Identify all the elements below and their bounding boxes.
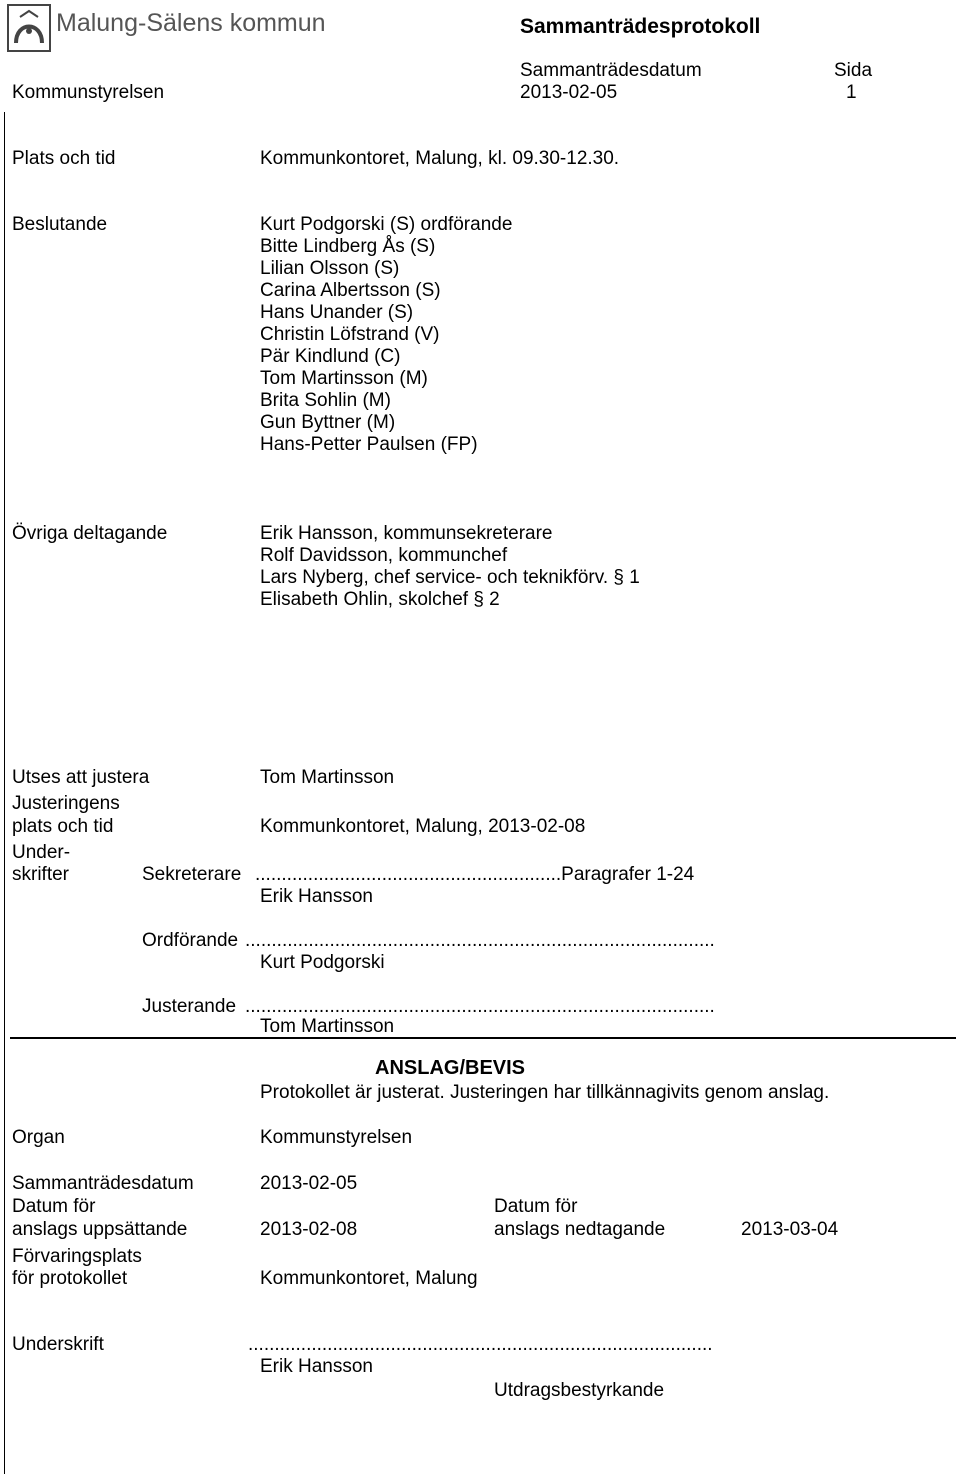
body-label: Kommunstyrelsen [12, 82, 165, 103]
adjuster-signature-line: ......................................................................................... [245, 996, 715, 1017]
organ-label: Organ [12, 1127, 65, 1148]
meeting-date-label: Sammanträdesdatum [520, 60, 702, 81]
adjuster-sign-name: Tom Martinsson [260, 1016, 395, 1037]
secretary-label: Sekreterare [142, 864, 242, 885]
notice-meeting-date-value: 2013-02-05 [260, 1173, 358, 1194]
place-time-value: Kommunkontoret, Malung, kl. 09.30-12.30. [260, 148, 620, 169]
meeting-date-value: 2013-02-05 [520, 82, 618, 103]
decision-makers-label: Beslutande [12, 214, 108, 235]
member-item: Christin Löfstrand (V) [260, 324, 440, 345]
signatures-label-line1: Under- [12, 842, 71, 863]
storage-label-line2: för protokollet [12, 1268, 128, 1289]
adjuster-label: Utses att justera [12, 767, 150, 788]
member-item: Brita Sohlin (M) [260, 390, 391, 411]
member-item: Gun Byttner (M) [260, 412, 396, 433]
removal-date-value: 2013-03-04 [741, 1219, 839, 1240]
page-number: 1 [846, 82, 857, 103]
adjustment-label-line1: Justeringens [12, 793, 120, 814]
certification-label: Utdragsbestyrkande [494, 1380, 665, 1401]
chair-label: Ordförande [142, 930, 239, 951]
municipality-logo-icon [6, 3, 52, 53]
page-label: Sida [834, 60, 873, 81]
removal-date-label-line2: anslags nedtagande [494, 1219, 666, 1240]
other-participants-list [260, 523, 640, 611]
adjuster-sign-label: Justerande [142, 996, 237, 1017]
member-item: Hans Unander (S) [260, 302, 414, 323]
secretary-name: Erik Hansson [260, 886, 373, 907]
posting-date-value: 2013-02-08 [260, 1219, 358, 1240]
participant-item: Lars Nyberg, chef service- och teknikförv. § 1 [260, 567, 640, 588]
signature-line: ........................................................................................ [248, 1334, 713, 1355]
notice-meeting-date-label: Sammanträdesdatum [12, 1173, 194, 1194]
storage-value: Kommunkontoret, Malung [260, 1268, 478, 1289]
signatures-label-line2: skrifter [12, 864, 69, 885]
adjustment-value: Kommunkontoret, Malung, 2013-02-08 [260, 816, 586, 837]
posting-date-label-line2: anslags uppsättande [12, 1219, 188, 1240]
adjuster-value: Tom Martinsson [260, 767, 395, 788]
storage-label-line1: Förvaringsplats [12, 1246, 142, 1267]
member-item: Lilian Olsson (S) [260, 258, 400, 279]
logo-text: Malung-Sälens kommun [56, 9, 326, 37]
removal-date-label-line1: Datum för [494, 1196, 578, 1217]
notice-text: Protokollet är justerat. Justeringen har tillkännagivits genom anslag. [260, 1082, 830, 1103]
signature-name: Erik Hansson [260, 1356, 373, 1377]
participant-item: Elisabeth Ohlin, skolchef § 2 [260, 589, 500, 610]
left-margin-line [4, 112, 5, 1474]
section-divider [10, 1037, 956, 1039]
posting-date-label-line1: Datum för [12, 1196, 96, 1217]
member-item: Hans-Petter Paulsen (FP) [260, 434, 478, 455]
member-item: Bitte Lindberg Ås (S) [260, 236, 436, 257]
secretary-signature-line: ..........................................................Paragrafer 1-24 [255, 864, 695, 885]
member-item: Carina Albertsson (S) [260, 280, 441, 301]
member-item: Kurt Podgorski (S) ordförande [260, 214, 513, 235]
notice-heading: ANSLAG/BEVIS [375, 1057, 526, 1079]
other-participants-label: Övriga deltagande [12, 523, 168, 544]
participant-item: Rolf Davidsson, kommunchef [260, 545, 508, 566]
member-item: Tom Martinsson (M) [260, 368, 428, 389]
place-time-label: Plats och tid [12, 148, 116, 169]
member-item: Pär Kindlund (C) [260, 346, 401, 367]
signature-label: Underskrift [12, 1334, 104, 1355]
organ-value: Kommunstyrelsen [260, 1127, 413, 1148]
chair-name: Kurt Podgorski [260, 952, 385, 973]
participant-item: Erik Hansson, kommunsekreterare [260, 523, 553, 544]
document-title: Sammanträdesprotokoll [520, 15, 761, 38]
chair-signature-line: ......................................................................................... [245, 930, 715, 951]
adjustment-label-line2: plats och tid [12, 816, 114, 837]
decision-makers-list [260, 214, 512, 456]
